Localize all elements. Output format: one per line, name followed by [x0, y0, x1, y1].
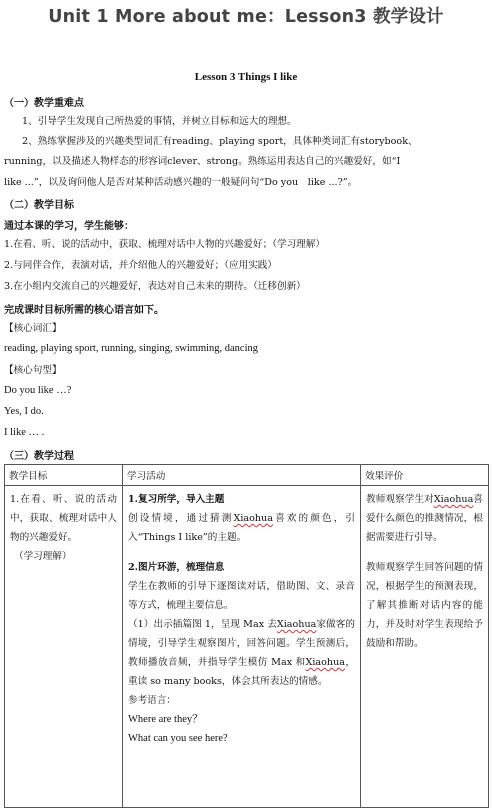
evaluation-cell: [361, 486, 489, 808]
activity-1-text: 创设情境，通过猜测Xiaohua喜欢的颜色，引入“Things I like”的主题。: [128, 513, 356, 543]
goal-tag: （学习理解）: [14, 551, 72, 562]
goal-text: 1.在看、听、说的活动中，获取、梳理对话中人物的兴趣爱好。: [10, 494, 117, 543]
reference-question-2: What can you see here?: [128, 733, 228, 744]
key-point-1: 1、引导学生发现自己所热爱的事情，并树立目标和远大的理想。: [22, 116, 297, 127]
evaluation-1: 教师观察学生对Xiaohua喜爱什么颜色的推测情况，根据需要进行引导。: [366, 494, 484, 543]
objective-1: 1.在看、听、说的活动中，获取、梳理对话中人物的兴趣爱好；（学习理解）: [4, 239, 325, 250]
objective-2: 2.与同伴合作，表演对话，并介绍他人的兴趣爱好；（应用实践）: [4, 260, 277, 271]
key-point-2-line-1: 2、熟练掌握涉及的兴趣类型词汇有reading、playing sport，具体种类词汇有storybook、: [22, 136, 418, 147]
column-header-activity: 学习活动: [123, 465, 361, 486]
core-language-heading: 完成课时目标所需的核心语言如下。: [4, 305, 164, 316]
key-point-2-line-2: running，以及描述人物样态的形容词clever、strong。熟练运用表达自己的兴趣爱好，如“I: [4, 156, 401, 167]
goal-cell: [5, 486, 123, 808]
core-sentence-label: 【核心句型】: [4, 365, 62, 376]
activity-1-title: 1.复习所学，导入主题: [128, 494, 225, 505]
section-heading-objectives: （二）教学目标: [4, 200, 74, 211]
column-header-goal: 教学目标: [5, 465, 123, 486]
table-row: [5, 486, 489, 808]
table-header-row: [5, 465, 489, 486]
core-vocab-label: 【核心词汇】: [4, 323, 62, 334]
core-sentence-1: Do you like …?: [4, 385, 72, 396]
section-heading-process: （三）教学过程: [4, 451, 74, 462]
lesson-subtitle: Lesson 3 Things I like: [194, 71, 298, 83]
core-sentence-3: I like … .: [4, 427, 45, 438]
teaching-process-table: [4, 464, 489, 808]
activity-2-intro: 学生在教师的引导下逐图读对话，借助图、文、录音等方式，梳理主要信息。: [128, 581, 355, 611]
objective-3: 3.在小组内交流自己的兴趣爱好，表达对自己未来的期待。（迁移创新）: [4, 281, 306, 292]
activity-cell: [123, 486, 361, 808]
reference-language-label: 参考语言：: [128, 695, 176, 706]
core-vocab-list: reading, playing sport, running, singing, swimming, dancing: [4, 343, 259, 354]
activity-2-step-1: （1）出示插篇图 1，呈现 Max 去Xiaohua家做客的情境，引导学生观察图片，回答问题。学生预测后，教师播放音频，并指导学生模仿 Max 和Xiaohua，重读 so many books，体会其所表达的情感。: [128, 619, 356, 687]
core-sentence-2: Yes, I do.: [4, 406, 44, 417]
evaluation-2: 教师观察学生回答问题的情况，根据学生的预测表现，了解其推断对话内容的能力，并及时对学生表现给予鼓励和帮助。: [366, 562, 483, 649]
activity-2-title: 2.图片环游，梳理信息: [128, 562, 225, 573]
reference-question-1: Where are they？: [128, 714, 203, 725]
objectives-lead: 通过本课的学习，学生能够：: [4, 221, 134, 232]
section-heading-key-points: （一）教学重难点: [4, 98, 84, 109]
key-point-2-line-3: like ...”，以及询问他人是否对某种活动感兴趣的一般疑问句“Do you like ...?”。: [4, 177, 358, 188]
document-title: Unit 1 More about me：Lesson3 教学设计: [48, 7, 444, 27]
column-header-evaluation: 效果评价: [361, 465, 489, 486]
